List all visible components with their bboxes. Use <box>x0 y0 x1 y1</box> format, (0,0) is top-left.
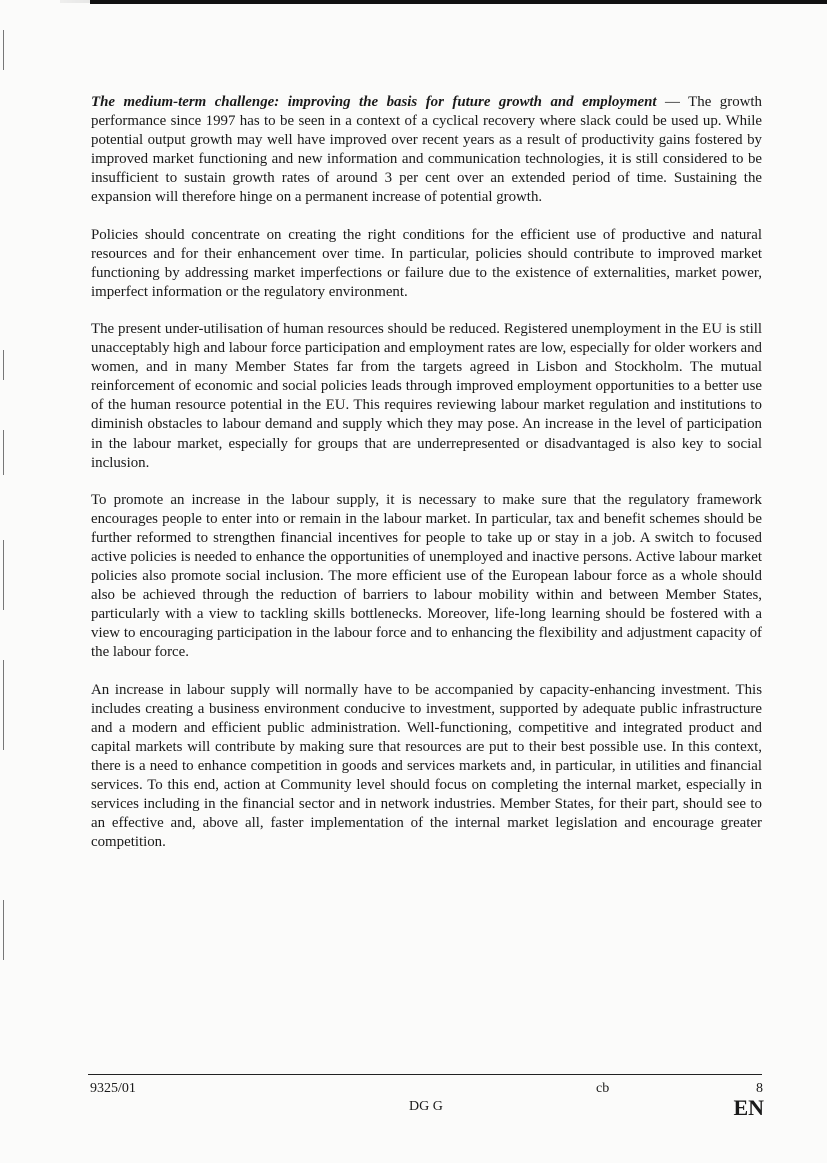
paragraph-lead-heading: The medium-term challenge: improving the basis for future growth and employment <box>91 94 657 110</box>
scan-top-edge <box>90 0 827 4</box>
footer-rule <box>88 1074 762 1075</box>
document-body <box>91 93 762 870</box>
footer-doc-number: 9325/01 <box>90 1081 136 1096</box>
paragraph-investment: An increase in labour supply will normally have to be accompanied by capacity-enhancing investment. This includes creating a business environment conducive to investment, supported by adequate public infrastructure and a modern and efficient public administration. Well-functioning, competitive and integrated product and capital markets will contribute by making sure that resources are put to their best possible use. In this context, there is a need to enhance competition in goods and services markets and, in particular, in utilities and financial services. To this end, action at Community level should focus on completing the internal market, especially in services including in the financial sector and in network industries. Member States, for their part, should see to an effective and, above all, faster implementation of the internal market legislation and encourage greater competition. <box>91 681 762 851</box>
footer-language-code: EN <box>733 1095 764 1120</box>
footer-initials: cb <box>596 1081 610 1096</box>
paragraph-human-resources: The present under-utilisation of human resources should be reduced. Registered unemployment in the EU is still unacceptably high and labour force participation and employment rates are low, especially for older workers and women, and in many Member States far from the targets agreed in Lisbon and Stockholm. The mutual reinforcement of economic and social policies leads through improved employment opportunities to a better use of the human resource potential in the EU. This requires reviewing labour market regulation and institutions to diminish obstacles to labour demand and supply which they may pose. An increase in the level of participation in the labour market, especially for groups that are underrepresented or disadvantaged is also key to social inclusion. <box>91 320 762 471</box>
paragraph-medium-term-challenge <box>91 93 762 208</box>
scan-margin-marks <box>0 20 14 1020</box>
paragraph-labour-supply: To promote an increase in the labour supply, it is necessary to make sure that the regulatory framework encourages people to enter into or remain in the labour market. In particular, tax and benefit schemes should be further reformed to strengthen financial incentives for people to take up or stay in a job. A switch to focused active policies is needed to enhance the opportunities of unemployed and inactive persons. Active labour market policies also promote social inclusion. The more efficient use of the European labour force as a whole should also be achieved through the reduction of barriers to labour mobility within and between Member States, particularly with a view to tackling skills bottlenecks. Moreover, life-long learning should be fostered with a view to encouraging participation in the labour force and to enhancing the flexibility and adjustment capacity of the labour force. <box>91 491 762 661</box>
footer-directorate: DG G <box>409 1099 443 1114</box>
paragraph-policies: Policies should concentrate on creating the right conditions for the efficient use of productive and natural resources and for their enhancement over time. In particular, policies should contribute to improved market functioning by addressing market imperfections or failure due to the existence of externalities, market power, imperfect information or the regulatory environment. <box>91 226 762 300</box>
paragraph-text: — The growth performance since 1997 has to be seen in a context of a cyclical recovery where slack could be used up. While potential output growth may well have improved over recent years as a result of productivity gains fostered by improved market functioning and new information and communication technologies, it is still considered to be insufficient to sustain growth rates of around 3 per cent over an extended period of time. Sustaining the expansion will therefore hinge on a permanent increase of potential growth. <box>91 94 762 206</box>
footer-page-number: 8 <box>756 1081 763 1096</box>
